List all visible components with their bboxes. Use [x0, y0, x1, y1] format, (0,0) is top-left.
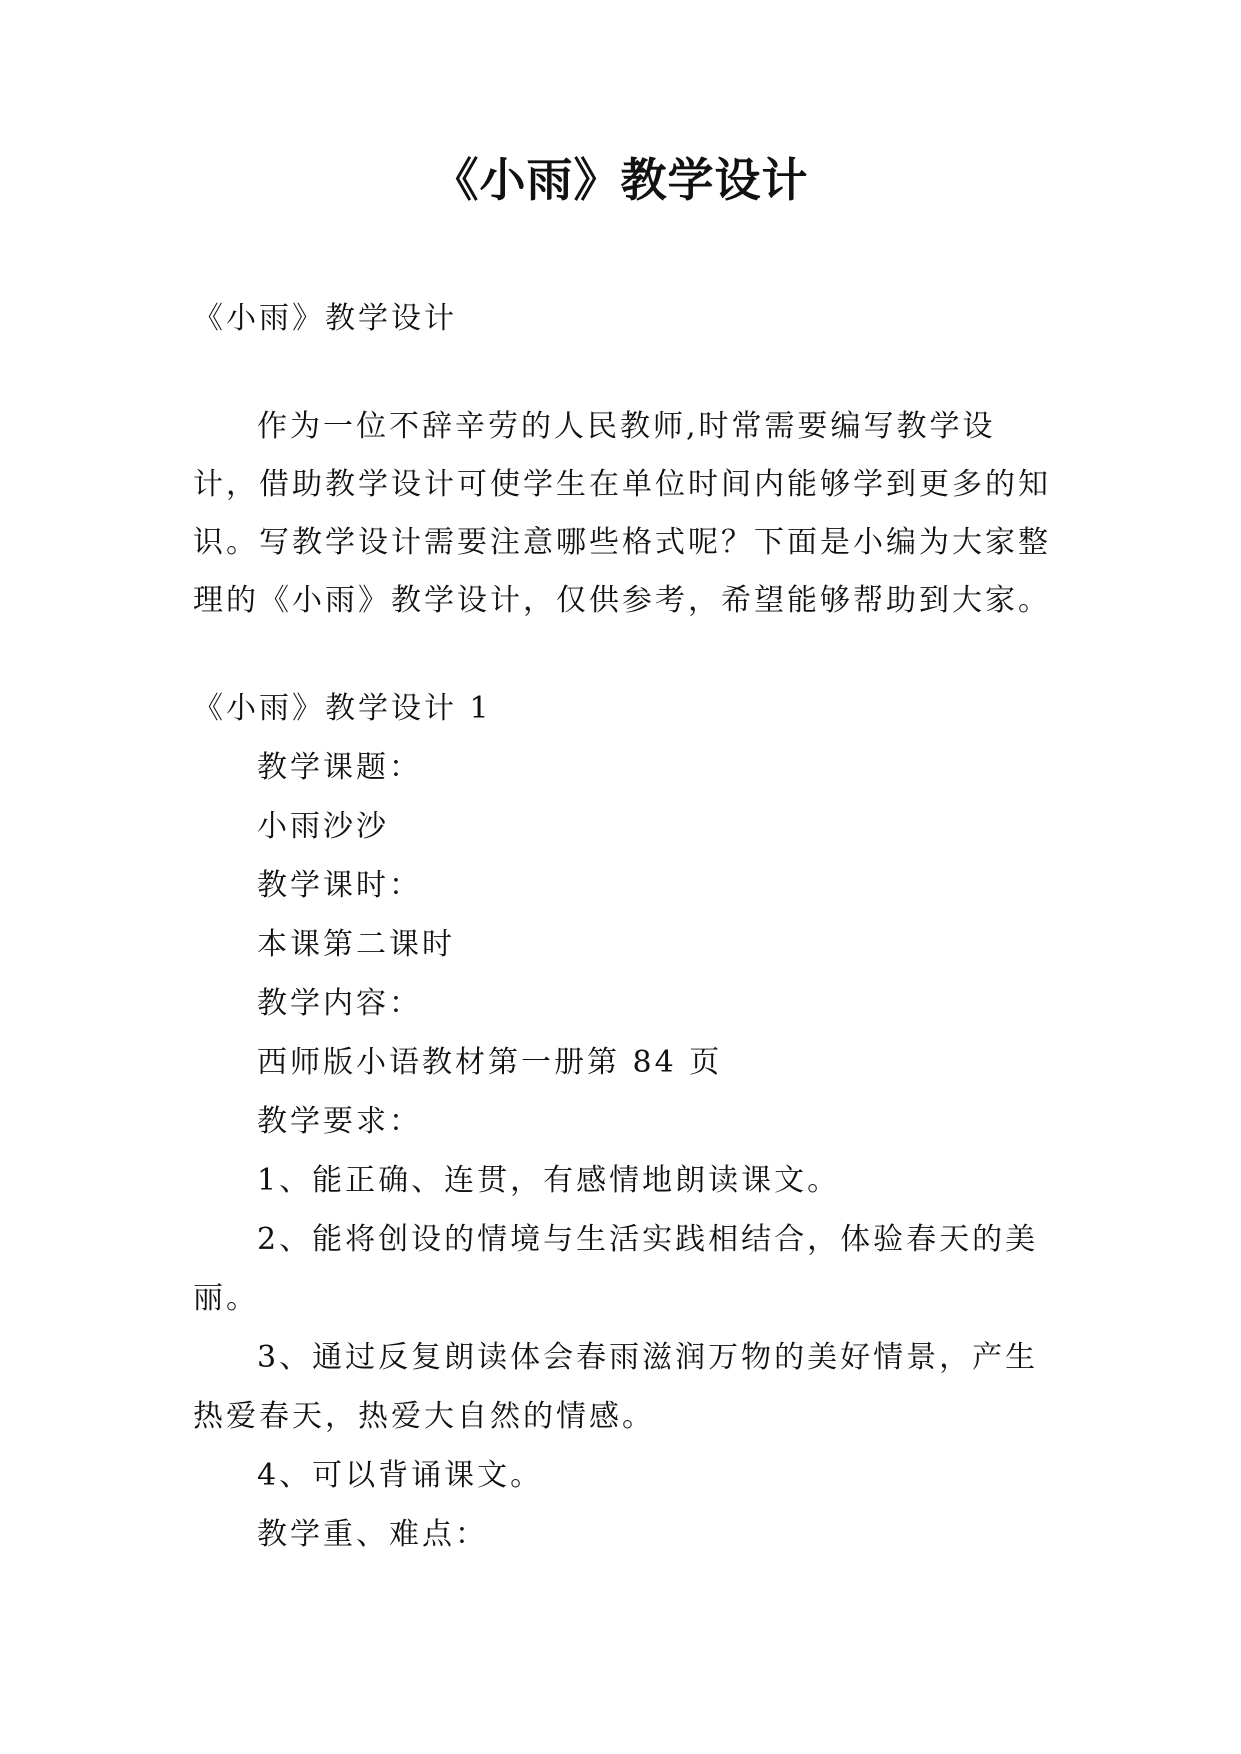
paragraph-lesson-topic: 小雨沙沙 [257, 809, 389, 844]
requirement-item-4: 4、可以背诵课文。 [257, 1458, 544, 1493]
paragraph-requirements-label: 教学要求： [257, 1104, 422, 1139]
document-body [193, 290, 1053, 1564]
requirement-item-2: 2、能将创设的情境与生活实践相结合，体验春天的美丽。 [193, 1222, 1039, 1316]
section-heading: 《小雨》教学设计 1 [193, 691, 492, 726]
paragraph-lesson-topic-label: 教学课题： [257, 750, 422, 785]
paragraph-lesson-period: 本课第二课时 [257, 927, 455, 962]
requirement-item-1: 1、能正确、连贯，有感情地朗读课文。 [257, 1163, 841, 1198]
paragraph-lesson-period-label: 教学课时： [257, 868, 422, 903]
paragraph-lesson-content: 西师版小语教材第一册第 84 页 [257, 1045, 723, 1080]
document-title: 《小雨》教学设计 [432, 153, 809, 207]
requirement-item-3: 3、通过反复朗读体会春雨滋润万物的美好情景，产生热爱春天，热爱大自然的情感。 [193, 1340, 1039, 1434]
paragraph-key-points-label: 教学重、难点： [257, 1517, 488, 1552]
intro-paragraph: 作为一位不辞辛劳的人民教师,时常需要编写教学设计，借助教学设计可使学生在单位时间内能够学到更多的知识。写教学设计需要注意哪些格式呢？下面是小编为大家整理的《小雨》教学设计，仅供参考，希望能够帮助到大家。 [193, 409, 1051, 618]
paragraph-lesson-content-label: 教学内容： [257, 986, 422, 1021]
document-subtitle: 《小雨》教学设计 [193, 301, 457, 336]
